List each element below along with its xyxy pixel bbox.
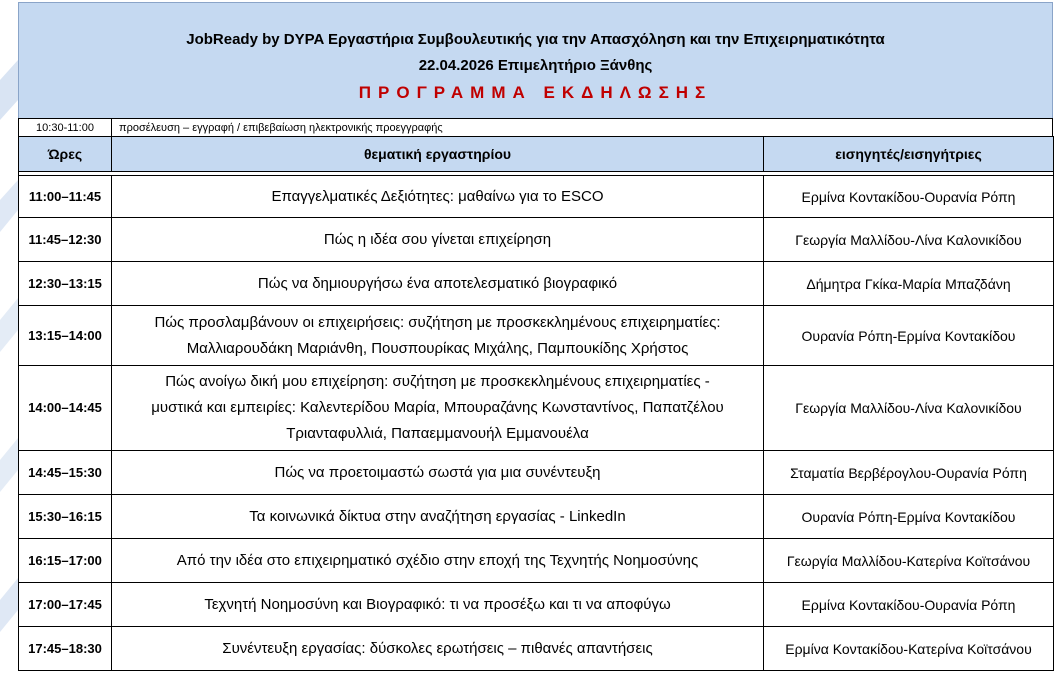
session-speakers: Ερμίνα Κοντακίδου-Κατερίνα Κοϊτσάνου [764, 627, 1054, 671]
session-speakers: Γεωργία Μαλλίδου-Λίνα Καλονικίδου [764, 218, 1054, 262]
schedule-table [18, 136, 1054, 671]
session-topic [112, 539, 764, 583]
session-topic [112, 583, 764, 627]
topic-line: Μαλλιαρουδάκη Μαριάνθη, Πουσπουρίκας Μιχάλης, Παμπουκίδης Χρήστος [186, 339, 689, 357]
table-header-row [19, 137, 1054, 172]
program-header [18, 2, 1053, 118]
session-row [19, 451, 1054, 495]
session-topic [112, 627, 764, 671]
session-row [19, 366, 1054, 451]
session-speakers: Ερμίνα Κοντακίδου-Ουρανία Ρόπη [764, 176, 1054, 218]
topic-line: Πώς προσλαμβάνουν οι επιχειρήσεις: συζήτηση με προσκεκλημένους επιχειρηματίες: [154, 313, 721, 331]
topic-line: μυστικά και εμπειρίες: Καλεντερίδου Μαρία, Μπουραζάνης Κωνσταντίνος, Παπατζέλου [151, 399, 724, 416]
session-topic [112, 366, 764, 451]
session-time: 13:15–14:00 [19, 306, 112, 366]
topic-line: Τα κοινωνικά δίκτυα στην αναζήτηση εργασίας - LinkedIn [249, 507, 626, 525]
topic-line: Συνέντευξη εργασίας: δύσκολες ερωτήσεις – πιθανές απαντήσεις [222, 639, 653, 657]
session-row [19, 306, 1054, 366]
session-row [19, 583, 1054, 627]
arrival-row [18, 118, 1053, 137]
topic-line: Πώς ανοίγω δική μου επιχείρηση: συζήτηση με προσκεκλημένους επιχειρηματίες - [165, 373, 710, 390]
session-topic [112, 262, 764, 306]
event-date-venue: 22.04.2026 Επιμελητήριο Ξάνθης [418, 57, 653, 74]
session-time: 17:45–18:30 [19, 627, 112, 671]
session-time: 16:15–17:00 [19, 539, 112, 583]
session-speakers: Γεωργία Μαλλίδου-Λίνα Καλονικίδου [764, 366, 1054, 451]
session-row [19, 176, 1054, 218]
column-header-speakers: εισηγητές/εισηγήτριες [764, 137, 1054, 172]
session-time: 15:30–16:15 [19, 495, 112, 539]
session-row [19, 495, 1054, 539]
topic-line: Επαγγελματικές Δεξιότητες: μαθαίνω για το ESCO [271, 187, 604, 205]
arrival-description: προσέλευση – εγγραφή / επιβεβαίωση ηλεκτρονικής προεγγραφής [119, 122, 443, 134]
program-heading: ΠΡΟΓΡΑΜΜΑ ΕΚΔΗΛΩΣΗΣ [358, 83, 713, 102]
session-time: 17:00–17:45 [19, 583, 112, 627]
session-time: 11:00–11:45 [19, 176, 112, 218]
session-time: 11:45–12:30 [19, 218, 112, 262]
session-row [19, 218, 1054, 262]
session-speakers: Ουρανία Ρόπη-Ερμίνα Κοντακίδου [764, 306, 1054, 366]
session-speakers: Ερμίνα Κοντακίδου-Ουρανία Ρόπη [764, 583, 1054, 627]
column-header-topic: θεματική εργαστηρίου [112, 137, 764, 172]
topic-line: Πώς να δημιουργήσω ένα αποτελεσματικό βιογραφικό [257, 274, 618, 292]
session-time: 12:30–13:15 [19, 262, 112, 306]
session-speakers: Δήμητρα Γκίκα-Μαρία Μπαζδάνη [764, 262, 1054, 306]
session-topic [112, 306, 764, 366]
arrival-time: 10:30-11:00 [19, 119, 112, 137]
session-topic [112, 176, 764, 218]
session-speakers: Γεωργία Μαλλίδου-Κατερίνα Κοϊτσάνου [764, 539, 1054, 583]
session-topic [112, 495, 764, 539]
program-sheet [18, 2, 1053, 681]
topic-line: Τεχνητή Νοημοσύνη και Βιογραφικό: τι να προσέξω και τι να αποφύγω [204, 595, 671, 613]
topic-line: Τριανταφυλλιά, Παπαεμμανουήλ Εμμανουέλα [286, 425, 589, 442]
topic-line: Πώς η ιδέα σου γίνεται επιχείρηση [323, 230, 552, 248]
session-time: 14:00–14:45 [19, 366, 112, 451]
session-time: 14:45–15:30 [19, 451, 112, 495]
topic-line: Από την ιδέα στο επιχειρηματικό σχέδιο στην εποχή της Τεχνητής Νοημοσύνης [176, 551, 699, 569]
topic-line: Πώς να προετοιμαστώ σωστά για μια συνέντευξη [274, 463, 601, 481]
session-topic [112, 451, 764, 495]
session-row [19, 262, 1054, 306]
event-title: JobReady by DYPA Εργαστήρια Συμβουλευτικής για την Απασχόληση και την Επιχειρηματικότητα [186, 31, 885, 48]
column-header-time: Ώρες [19, 137, 112, 172]
session-topic [112, 218, 764, 262]
session-row [19, 539, 1054, 583]
session-speakers: Ουρανία Ρόπη-Ερμίνα Κοντακίδου [764, 495, 1054, 539]
session-speakers: Σταματία Βερβέρογλου-Ουρανία Ρόπη [764, 451, 1054, 495]
session-row [19, 627, 1054, 671]
